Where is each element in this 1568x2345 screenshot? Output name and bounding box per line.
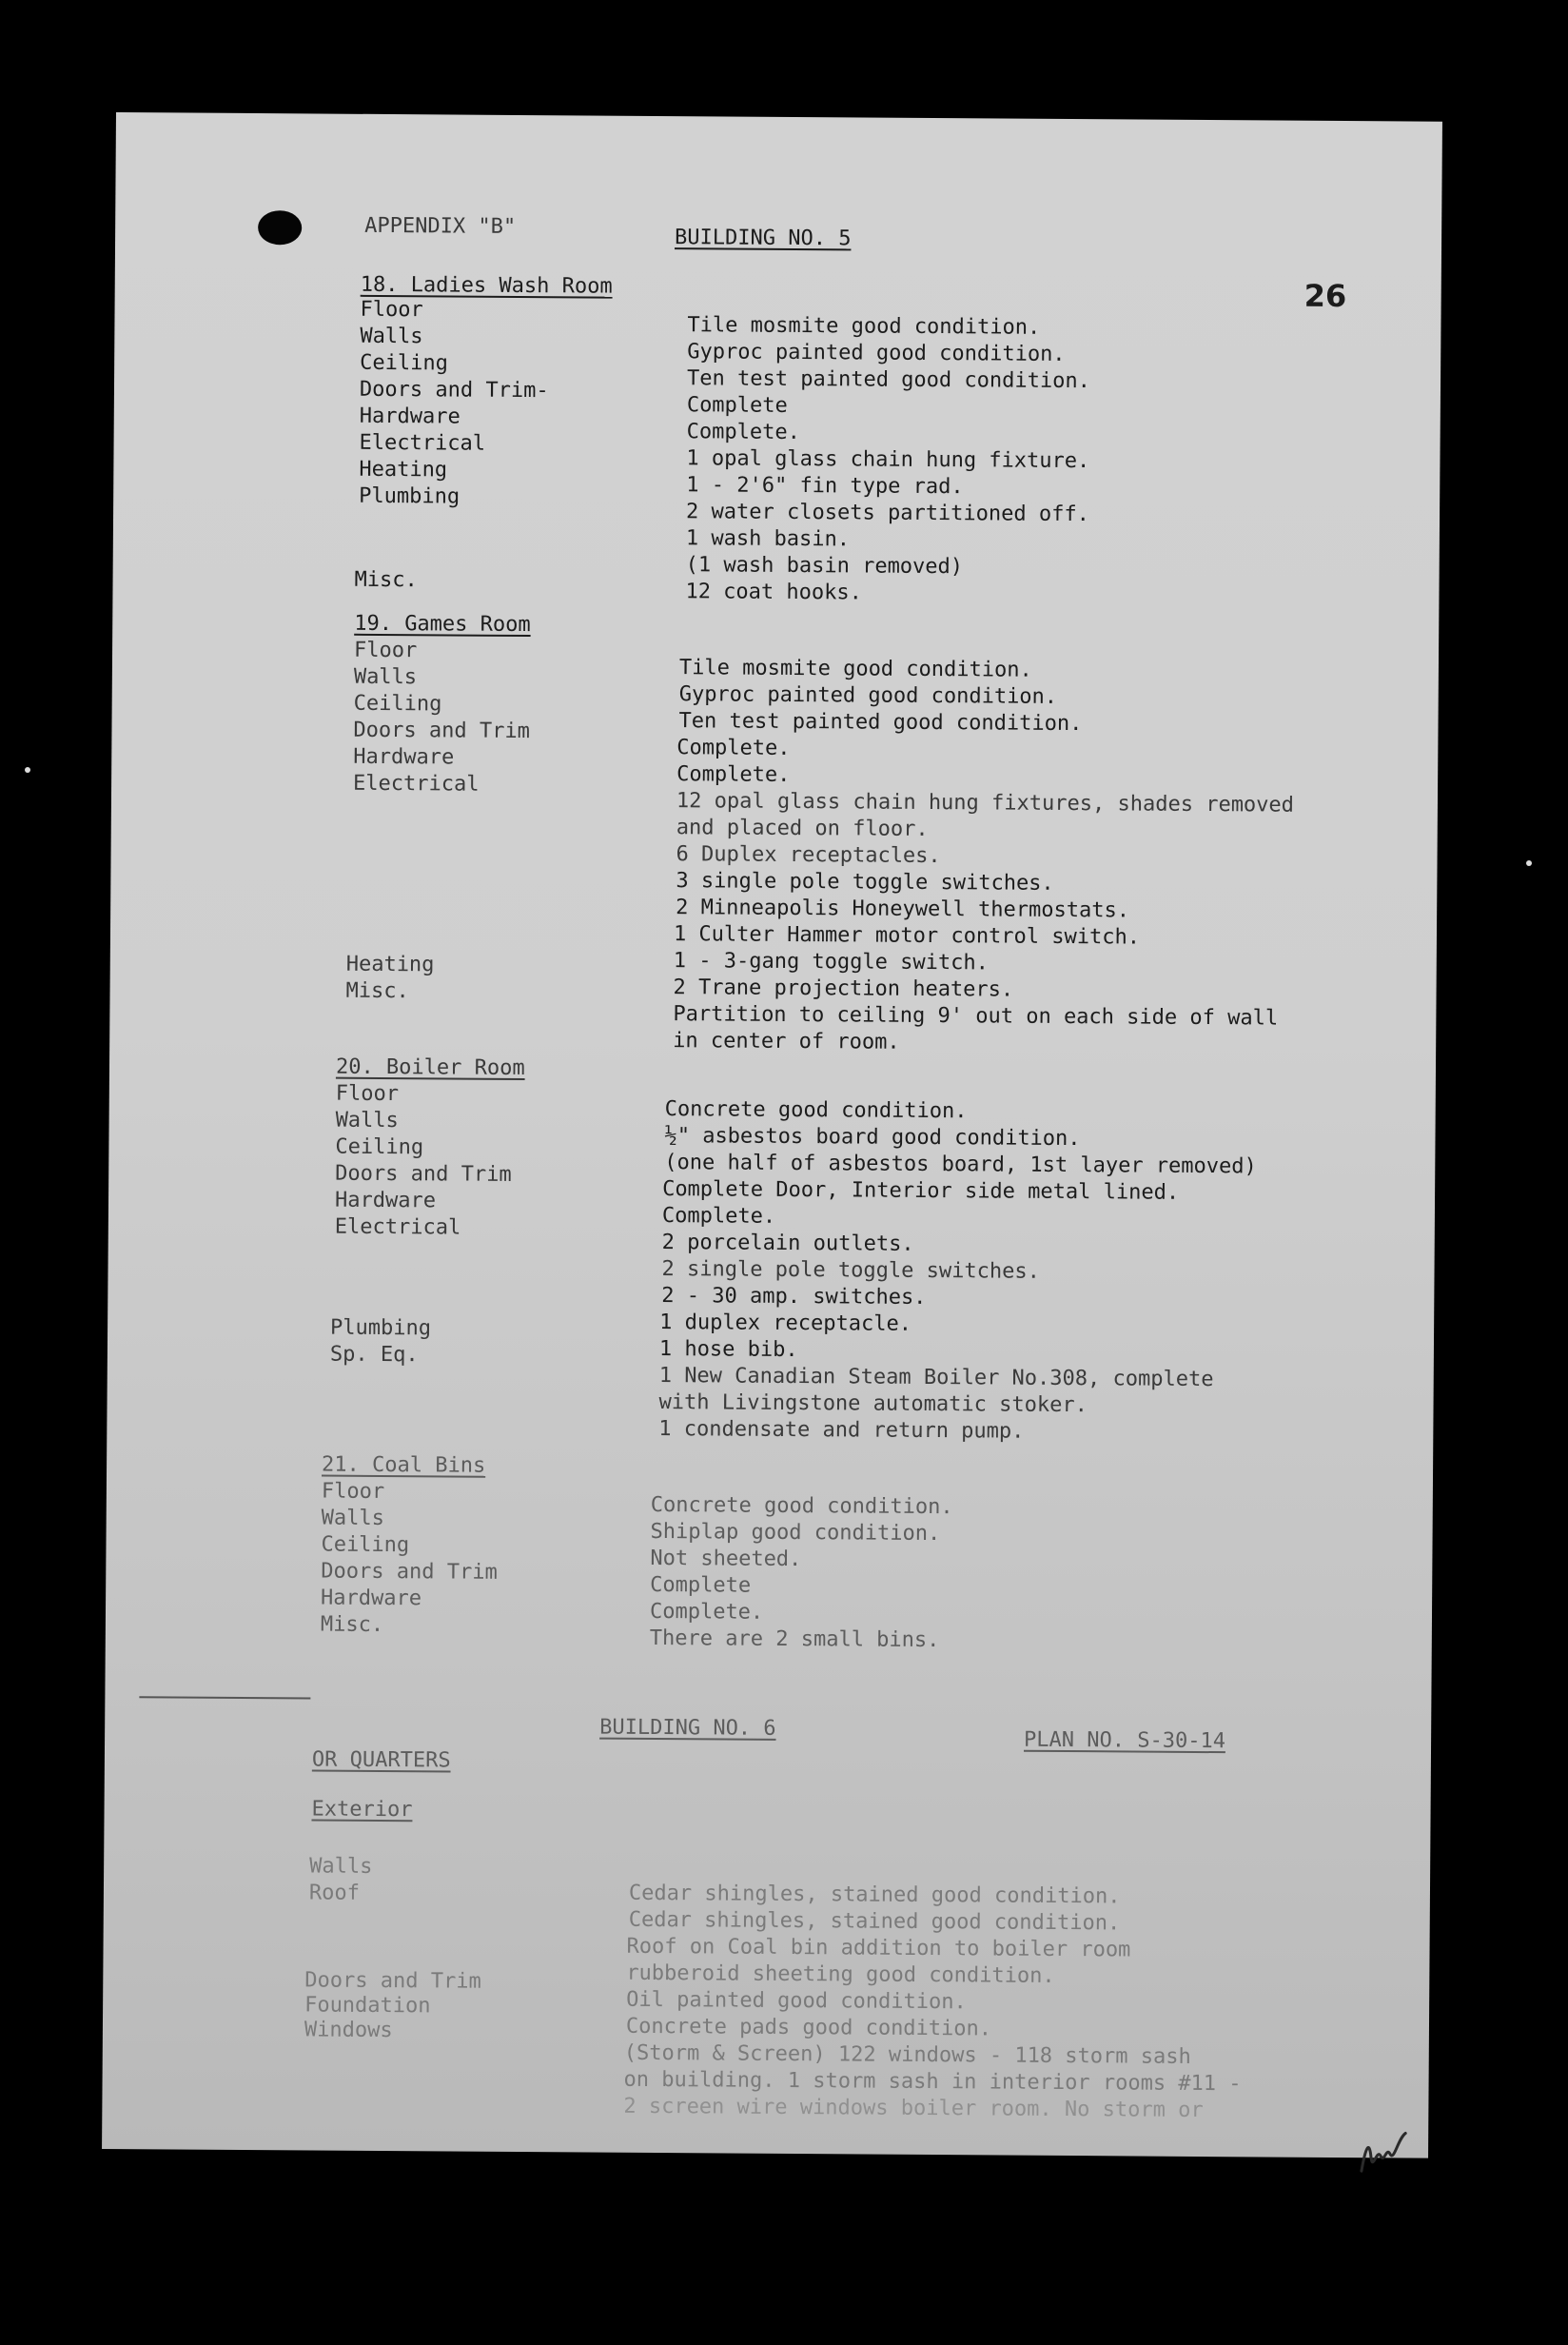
field-value: Concrete pads good condition. xyxy=(625,2014,992,2041)
field-label: Walls xyxy=(309,1854,373,1879)
field-value: ½" asbestos board good condition. xyxy=(664,1124,1081,1152)
page-number: 26 xyxy=(1303,277,1347,315)
section-divider xyxy=(139,1696,310,1699)
field-label: Doors and Trim xyxy=(335,1161,512,1187)
field-value: 1 condensate and return pump. xyxy=(658,1417,1025,1444)
field-label: Ceiling xyxy=(335,1134,424,1160)
field-label: Floor xyxy=(335,1081,400,1107)
field-label: Misc. xyxy=(345,978,409,1004)
field-value: 6 Duplex receptacles. xyxy=(676,842,941,869)
field-value: Complete xyxy=(650,1572,752,1598)
building-heading: BUILDING NO. 6 xyxy=(599,1715,776,1741)
field-label: Hardware xyxy=(321,1586,422,1611)
field-value: 1 duplex receptacle. xyxy=(659,1310,912,1336)
field-value: 1 - 2'6" fin type rad. xyxy=(686,473,964,500)
field-label: Floor xyxy=(353,638,418,663)
plan-number: PLAN NO. S-30-14 xyxy=(1023,1727,1226,1754)
field-value: Complete. xyxy=(676,736,791,760)
appendix-label: APPENDIX "B" xyxy=(364,213,517,239)
field-value: There are 2 small bins. xyxy=(649,1626,940,1653)
field-label: Electrical xyxy=(352,771,480,797)
field-value: Complete. xyxy=(686,420,800,445)
exterior-heading: Exterior xyxy=(311,1797,413,1823)
field-value: 12 opal glass chain hung fixtures, shades removed xyxy=(676,789,1295,818)
field-label: Walls xyxy=(335,1108,399,1133)
field-value: Concrete good condition. xyxy=(664,1097,968,1124)
field-value: Tile mosmite good condition. xyxy=(687,313,1041,340)
field-value: Gyproc painted good condition. xyxy=(687,340,1066,366)
scan-speck xyxy=(25,767,30,773)
field-value: Roof on Coal bin addition to boiler room xyxy=(626,1934,1131,1962)
section-title: 19. Games Room xyxy=(354,611,531,638)
field-label: Windows xyxy=(304,2018,393,2043)
field-label: Floor xyxy=(360,297,423,323)
field-value: Complete Door, Interior side metal lined. xyxy=(662,1177,1180,1205)
scan-speck xyxy=(1526,860,1532,866)
field-value: Oil painted good condition. xyxy=(626,1987,967,2015)
field-label: Plumbing xyxy=(359,483,461,509)
field-label: Roof xyxy=(308,1881,361,1905)
field-value: with Livingstone automatic stoker. xyxy=(658,1390,1088,1418)
field-value: 2 porcelain outlets. xyxy=(661,1231,914,1256)
field-value: Ten test painted good condition. xyxy=(678,709,1083,737)
section-title: 20. Boiler Room xyxy=(335,1054,525,1081)
field-value: 3 single pole toggle switches. xyxy=(676,869,1054,896)
building-heading: BUILDING NO. 5 xyxy=(675,226,852,251)
field-label: Floor xyxy=(321,1479,385,1505)
field-value: 2 single pole toggle switches. xyxy=(661,1257,1040,1284)
field-label: Heating xyxy=(345,952,435,977)
field-label: Misc. xyxy=(320,1612,384,1638)
field-value: Ten test painted good condition. xyxy=(686,366,1090,394)
field-label: Electrical xyxy=(359,430,486,456)
field-value: Cedar shingles, stained good condition. xyxy=(628,1881,1121,1909)
field-value: Shiplap good condition. xyxy=(650,1519,941,1547)
field-label: Walls xyxy=(360,324,423,349)
field-value: Concrete good condition. xyxy=(650,1492,953,1520)
field-label: Doors and Trim xyxy=(304,1968,481,1994)
field-value: 1 - 3-gang toggle switch. xyxy=(673,949,990,975)
field-value: Cedar shingles, stained good condition. xyxy=(628,1907,1121,1936)
field-label: Ceiling xyxy=(353,691,442,717)
field-label: Plumbing xyxy=(330,1315,432,1341)
field-value: Complete xyxy=(686,393,788,418)
field-value: Complete. xyxy=(676,762,791,787)
field-label: Sp. Eq. xyxy=(329,1342,419,1368)
section-title: 18. Ladies Wash Room xyxy=(360,272,613,299)
field-value: (Storm & Screen) 122 windows - 118 storm sash xyxy=(623,2040,1191,2069)
field-label: Ceiling xyxy=(360,350,448,376)
field-value: Partition to ceiling 9' out on each side of wall xyxy=(673,1002,1279,1031)
field-value: Not sheeted. xyxy=(650,1546,802,1572)
field-value: 1 Culter Hammer motor control switch. xyxy=(673,922,1141,950)
field-value: 2 screen wire windows boiler room. No storm or xyxy=(623,2094,1204,2123)
field-value: Complete. xyxy=(661,1204,776,1229)
handwritten-initials xyxy=(1356,2129,1413,2177)
field-value: (one half of asbestos board, 1st layer removed) xyxy=(664,1151,1257,1179)
field-value: 12 coat hooks. xyxy=(685,580,863,605)
field-value: 2 - 30 amp. switches. xyxy=(661,1284,927,1310)
document-page xyxy=(102,112,1442,2158)
quarters-heading: OR QUARTERS xyxy=(311,1747,451,1773)
field-label: Hardware xyxy=(359,404,461,429)
field-label: Doors and Trim xyxy=(353,718,530,744)
field-value: and placed on floor. xyxy=(676,816,929,841)
field-value: rubberoid sheeting good condition. xyxy=(626,1961,1055,1988)
field-value: on building. 1 storm sash in interior rooms #11 - xyxy=(623,2067,1242,2097)
field-label: Heating xyxy=(359,457,448,483)
field-value: in center of room. xyxy=(673,1029,900,1054)
field-value: 1 wash basin. xyxy=(685,526,851,552)
field-label: Walls xyxy=(353,664,418,690)
field-label: Ceiling xyxy=(321,1532,410,1558)
field-value: (1 wash basin removed) xyxy=(685,553,964,580)
field-label: Hardware xyxy=(353,744,455,770)
field-label: Walls xyxy=(321,1506,385,1531)
field-label: Doors and Trim xyxy=(321,1559,498,1585)
field-value: 2 water closets partitioned off. xyxy=(685,500,1090,527)
field-value: Gyproc painted good condition. xyxy=(678,682,1058,709)
field-value: 1 New Canadian Steam Boiler No.308, complete xyxy=(658,1364,1214,1392)
section-title: 21. Coal Bins xyxy=(321,1452,486,1478)
field-value: 1 hose bib. xyxy=(658,1337,798,1363)
field-value: Tile mosmite good condition. xyxy=(678,656,1032,682)
field-value: Complete. xyxy=(649,1599,764,1625)
field-label: Foundation xyxy=(304,1993,431,2019)
punch-hole xyxy=(258,210,302,245)
field-value: 2 Trane projection heaters. xyxy=(673,975,1014,1002)
field-label: Electrical xyxy=(334,1214,461,1240)
field-label: Misc. xyxy=(354,567,418,593)
field-label: Doors and Trim- xyxy=(359,377,549,404)
field-label: Hardware xyxy=(334,1188,437,1213)
field-value: 1 opal glass chain hung fixture. xyxy=(686,446,1090,474)
field-value: 2 Minneapolis Honeywell thermostats. xyxy=(676,896,1130,923)
